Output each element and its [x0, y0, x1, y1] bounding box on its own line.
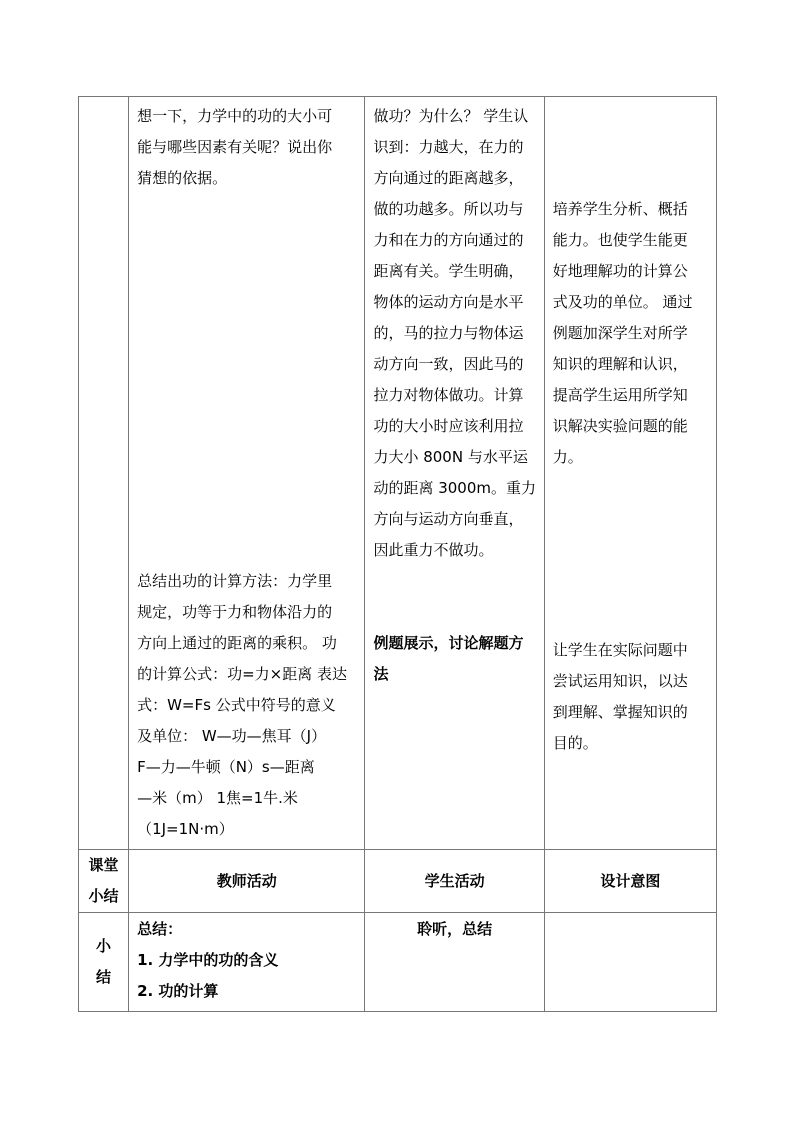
- text-line: 拉力对物体做功。计算: [373, 386, 524, 404]
- text-line: 总结出功的计算方法：力学里: [137, 572, 333, 590]
- text-line: 1. 力学中的功的含义: [137, 951, 279, 969]
- text-line: 方向与运动方向垂直，: [373, 510, 524, 528]
- text-line: 力。: [552, 448, 583, 466]
- text-line: 因此重力不做功。: [373, 541, 494, 559]
- student-activity-cell: [365, 97, 544, 850]
- teacher-activity-cell: [129, 913, 365, 1012]
- text-line: 例题展示，讨论解题方: [373, 634, 524, 652]
- text-line: 及单位： W—功—焦耳（J）: [137, 727, 327, 745]
- text-line: 想一下，力学中的功的大小可: [137, 107, 333, 125]
- table-header-row: [79, 850, 717, 913]
- text-line: 做的功越多。所以功与: [373, 200, 524, 218]
- text-line: 识解决实验问题的能: [552, 417, 688, 435]
- text-line: 尝试运用知识，以达: [552, 672, 688, 690]
- text-line: 知识的理解和认识，: [552, 355, 688, 373]
- table-row: [79, 913, 717, 1012]
- design-intent-cell: [544, 913, 716, 1012]
- text-line: 能与哪些因素有关呢？说出你: [137, 138, 333, 156]
- lesson-plan-table: [78, 96, 717, 1012]
- section-label: 小结: [88, 887, 119, 905]
- text-line: 的计算公式：功=力×距离 表达: [137, 665, 347, 683]
- section-label: 课堂: [88, 856, 119, 874]
- table-row: [79, 97, 717, 850]
- section-label-cell: [79, 850, 129, 913]
- text-line: 距离有关。学生明确，: [373, 262, 524, 280]
- text-line: 到理解、掌握知识的: [552, 703, 688, 721]
- text-line: —米（m） 1焦=1牛.米: [137, 789, 298, 807]
- section-cell-empty: [79, 97, 129, 850]
- text-line: 动的距离 3000m。重力: [373, 479, 536, 497]
- text-line: 识到：力越大，在力的: [373, 138, 524, 156]
- text-line: 式：W=Fs 公式中符号的意义: [137, 696, 336, 714]
- text-line: 例题加深学生对所学: [552, 324, 688, 342]
- text-line: 式及功的单位。 通过: [552, 293, 693, 311]
- text-line: 好地理解功的计算公: [552, 262, 688, 280]
- text-line: 培养学生分析、概括: [552, 200, 688, 218]
- teacher-activity-cell: [129, 97, 365, 850]
- section-label: 结: [96, 968, 112, 986]
- header-teacher-activity: 教师活动: [129, 850, 365, 913]
- design-intent-cell: [544, 97, 716, 850]
- text-line: 动方向一致，因此马的: [373, 355, 524, 373]
- text-line: 功的大小时应该利用拉: [373, 417, 524, 435]
- text-line: 方向上通过的距离的乘积。 功: [137, 634, 337, 652]
- text-line: （1J=1N·m）: [137, 820, 234, 838]
- student-activity-cell: [365, 913, 544, 1012]
- text-line: 提高学生运用所学知: [552, 386, 688, 404]
- text-line: 力大小 800N 与水平运: [373, 448, 528, 466]
- section-label: 小: [96, 937, 112, 955]
- text-line: F—力—牛顿（N）s—距离: [137, 758, 315, 776]
- text-line: 聆听，总结: [417, 920, 493, 938]
- text-line: 让学生在实际问题中: [552, 641, 688, 659]
- text-line: 目的。: [552, 734, 598, 752]
- section-label-cell: [79, 913, 129, 1012]
- header-design-intent: 设计意图: [544, 850, 716, 913]
- text-line: 规定，功等于力和物体沿力的: [137, 603, 333, 621]
- text-line: 力和在力的方向通过的: [373, 231, 524, 249]
- text-line: 的，马的拉力与物体运: [373, 324, 524, 342]
- text-line: 物体的运动方向是水平: [373, 293, 524, 311]
- text-line: 能力。也使学生能更: [552, 231, 688, 249]
- text-line: 方向通过的距离越多，: [373, 169, 524, 187]
- text-line: 做功？为什么？ 学生认: [373, 107, 529, 125]
- text-line: 2. 功的计算: [137, 982, 219, 1000]
- text-line: 法: [373, 665, 389, 683]
- text-line: 总结：: [137, 920, 183, 938]
- header-student-activity: 学生活动: [365, 850, 544, 913]
- text-line: 猜想的依据。: [137, 169, 228, 187]
